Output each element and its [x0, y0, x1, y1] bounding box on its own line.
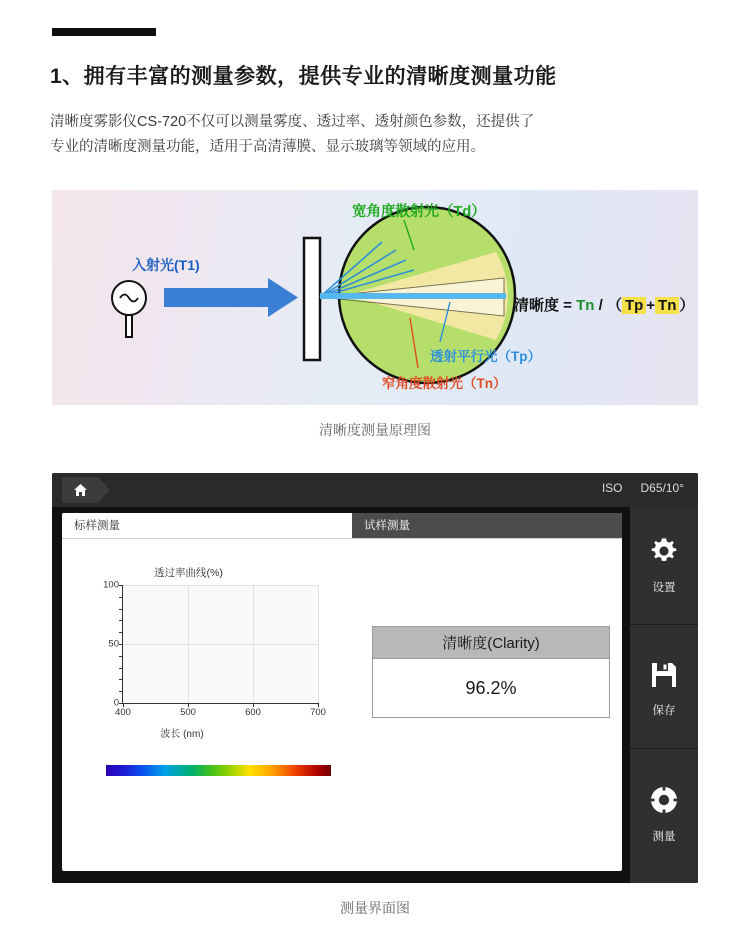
label-wide-angle-scatter: 宽角度散射光（Td）: [352, 204, 486, 220]
clarity-result-value: 96.2%: [465, 678, 517, 698]
chart-xaxis-label: 波长 (nm): [160, 729, 204, 740]
gear-icon: [649, 536, 679, 571]
ytick-label: 0: [113, 697, 119, 709]
formula-plus: +: [646, 297, 656, 314]
ytick-label: 100: [103, 579, 119, 591]
section-rule: [52, 28, 156, 36]
xtick-label: 700: [310, 707, 326, 718]
xtick-label: 600: [245, 707, 261, 718]
device-topbar: [52, 473, 698, 507]
formula-close: ）: [679, 297, 695, 314]
settings-button-label: 设置: [652, 582, 676, 594]
ytick-minor: [119, 632, 123, 633]
observer-label: D65/10°: [640, 481, 684, 495]
home-icon[interactable]: [62, 477, 98, 503]
tab-bar: [62, 513, 622, 539]
ytick-minor: [119, 609, 123, 610]
measurement-panel: [62, 513, 622, 871]
illuminant-label: ISO: [601, 481, 623, 495]
chart-title: 透过率曲线(%): [154, 567, 223, 579]
label-parallel-transmission: 透射平行光（Tp）: [430, 349, 541, 364]
device-action-rail: [630, 507, 698, 883]
formula-tn-denominator: Tn: [655, 297, 679, 314]
gridline-horizontal: [123, 585, 319, 586]
ytick-minor: [119, 668, 123, 669]
save-icon-glyph: [650, 661, 678, 689]
label-incident-light: 入射光(T1): [132, 257, 200, 273]
settings-button[interactable]: [630, 507, 698, 625]
gridline-horizontal: [123, 644, 319, 645]
clarity-formula: [514, 294, 694, 315]
transmittance-chart: [82, 565, 352, 745]
tab-sample-measurement[interactable]: 试样测量: [352, 513, 622, 539]
ytick-minor: [119, 597, 123, 598]
page-title: 1、拥有丰富的测量参数，提供专业的清晰度测量功能: [50, 65, 557, 88]
tab-underline: [62, 538, 622, 539]
clarity-result-panel: [372, 626, 610, 718]
chart-plot-area: [103, 579, 326, 718]
device-body: [52, 507, 698, 883]
save-button-label: 保存: [652, 705, 676, 717]
spectrum-color-bar: [106, 765, 331, 776]
breadcrumb-arrow-icon: [98, 477, 110, 503]
device-screenshot: [52, 473, 698, 883]
home-icon-glyph: [73, 483, 88, 497]
clarity-result-title: 清晰度(Clarity): [373, 627, 609, 659]
measure-icon-glyph: [649, 785, 679, 815]
ytick-minor: [119, 679, 123, 680]
ytick-minor: [119, 691, 123, 692]
paragraph-line-1: 清晰度雾影仪CS-720不仅可以测量雾度、透过率、透射颜色参数，还提供了: [50, 114, 535, 130]
save-icon: [650, 661, 678, 694]
paragraph-line-2: 专业的清晰度测量功能，适用于高清薄膜、显示玻璃等领域的应用。: [50, 139, 485, 156]
section-paragraph: [50, 110, 705, 161]
topbar-status: [602, 481, 684, 495]
formula-slash: / （: [594, 297, 622, 314]
save-button[interactable]: [630, 631, 698, 749]
figure1-caption: 清晰度测量原理图: [319, 422, 431, 438]
principle-diagram: [52, 190, 698, 405]
formula-tn-numerator: Tn: [576, 297, 595, 314]
xtick-label: 500: [180, 707, 196, 718]
label-narrow-angle-scatter: 窄角度散射光（Tn）: [382, 376, 507, 391]
xtick-label: 400: [115, 707, 131, 718]
gear-icon-glyph: [649, 536, 679, 566]
ytick-minor: [119, 656, 123, 657]
formula-tp: Tp: [622, 297, 646, 314]
formula-prefix: 清晰度 =: [514, 297, 577, 314]
tab-standard-measurement[interactable]: 标样测量: [62, 513, 352, 539]
measure-button-label: 测量: [652, 830, 676, 843]
ytick-label: 50: [108, 638, 119, 650]
measure-icon: [649, 785, 679, 820]
ytick-minor: [119, 620, 123, 621]
measure-button[interactable]: [630, 755, 698, 873]
figure2-caption: 测量界面图: [340, 900, 410, 916]
